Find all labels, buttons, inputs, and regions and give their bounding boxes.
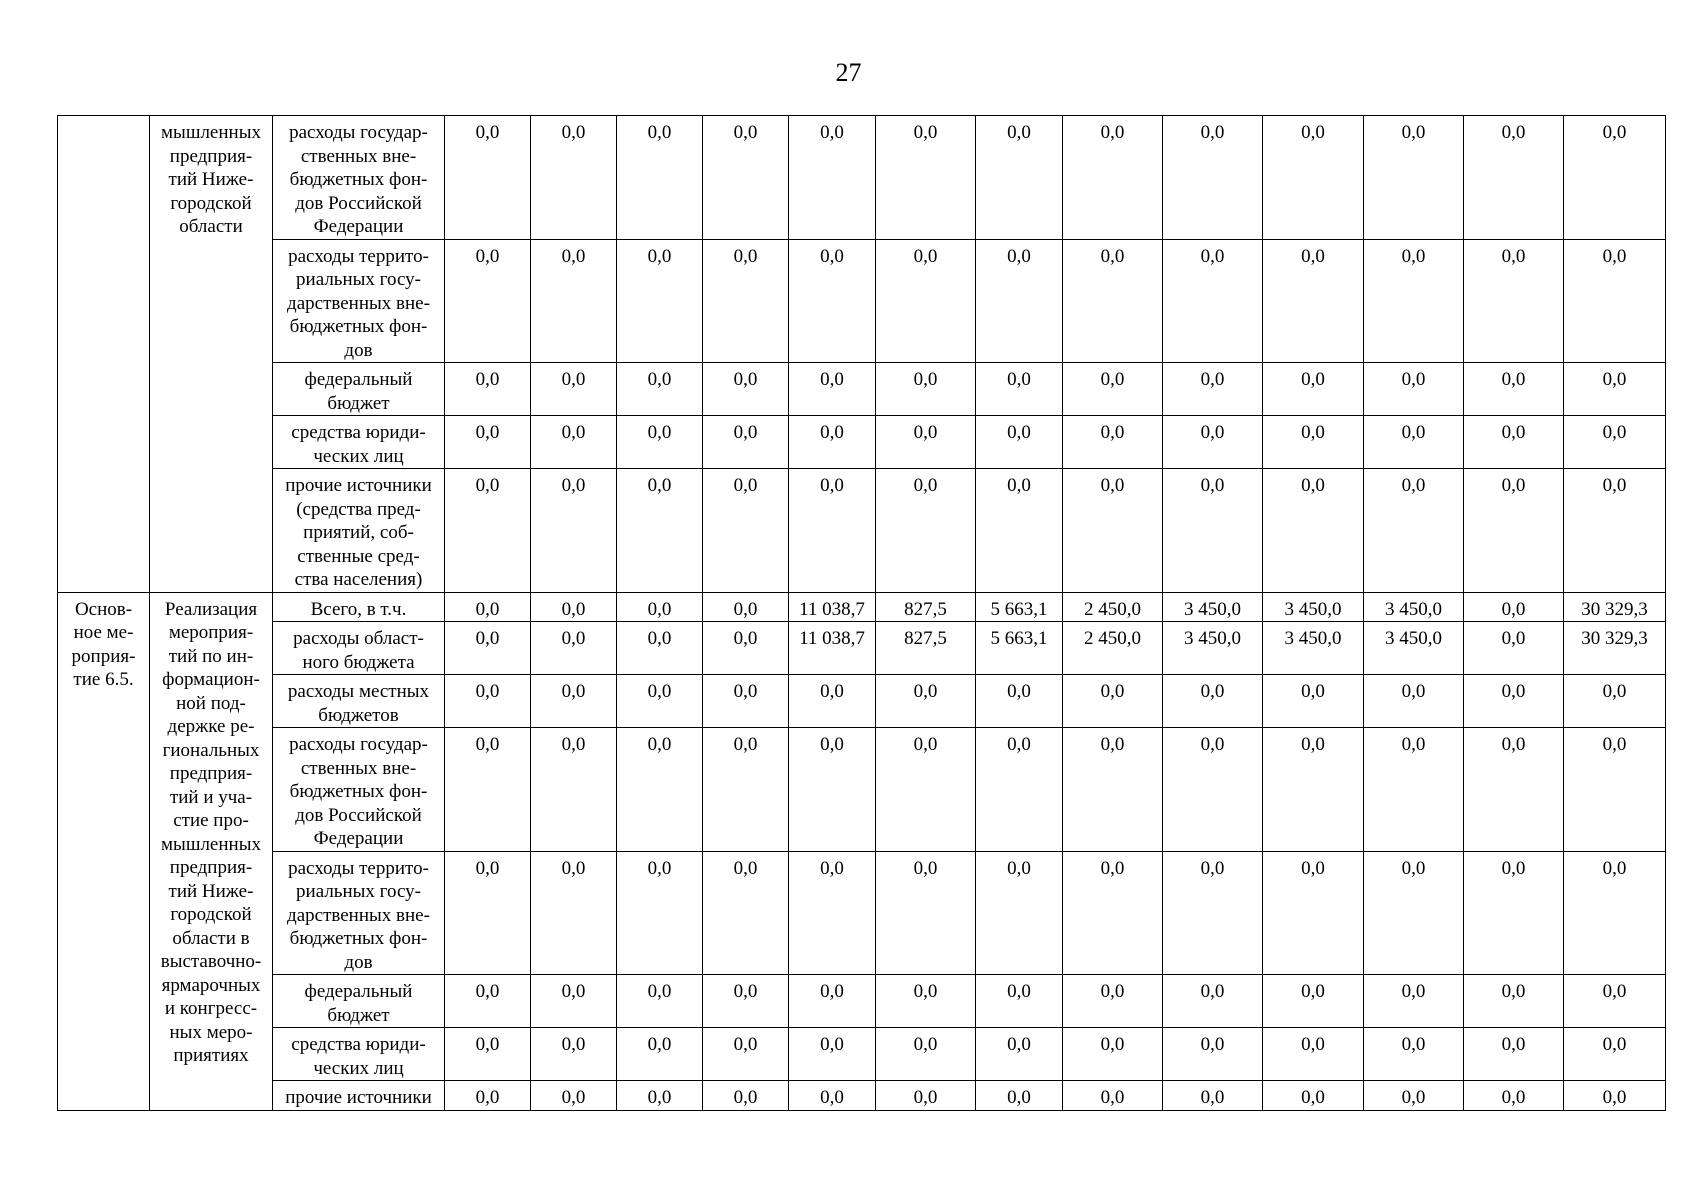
value-cell: 0,0 — [1163, 363, 1263, 416]
value-cell: 0,0 — [976, 975, 1063, 1028]
value-cell: 0,0 — [876, 116, 976, 240]
value-cell: 5 663,1 — [976, 622, 1063, 675]
value-cell: 0,0 — [617, 675, 703, 728]
value-cell: 827,5 — [876, 592, 976, 622]
value-cell: 0,0 — [445, 363, 531, 416]
funding-source-cell: средства юриди- ческих лиц — [273, 1028, 445, 1081]
value-cell: 0,0 — [531, 1028, 617, 1081]
value-cell: 0,0 — [445, 675, 531, 728]
value-cell: 0,0 — [1263, 675, 1364, 728]
value-cell: 0,0 — [1163, 116, 1263, 240]
value-cell: 0,0 — [1263, 416, 1364, 469]
table-row — [58, 416, 1666, 469]
value-cell: 0,0 — [876, 975, 976, 1028]
value-cell: 0,0 — [703, 592, 789, 622]
value-cell: 0,0 — [1063, 239, 1163, 363]
table-row — [58, 363, 1666, 416]
value-cell: 0,0 — [789, 239, 876, 363]
value-cell: 0,0 — [876, 239, 976, 363]
value-cell: 0,0 — [1163, 239, 1263, 363]
value-cell: 30 329,3 — [1564, 592, 1666, 622]
value-cell: 0,0 — [445, 851, 531, 975]
value-cell: 0,0 — [1063, 728, 1163, 852]
page-number: 27 — [835, 58, 862, 87]
value-cell: 0,0 — [1063, 851, 1163, 975]
value-cell: 0,0 — [1364, 1081, 1464, 1111]
value-cell: 0,0 — [445, 239, 531, 363]
value-cell: 0,0 — [876, 851, 976, 975]
value-cell: 0,0 — [445, 1028, 531, 1081]
value-cell: 0,0 — [531, 239, 617, 363]
value-cell: 0,0 — [531, 116, 617, 240]
funding-source-cell: расходы государ- ственных вне- бюджетных фон- дов Российской Федерации — [273, 728, 445, 852]
value-cell: 0,0 — [1364, 469, 1464, 593]
value-cell: 0,0 — [1163, 851, 1263, 975]
table-row — [58, 851, 1666, 975]
value-cell: 5 663,1 — [976, 592, 1063, 622]
value-cell: 0,0 — [1263, 975, 1364, 1028]
value-cell: 0,0 — [1364, 675, 1464, 728]
upper-name-cell: мышленных предприя- тий Ниже- городской области — [150, 116, 273, 593]
value-cell: 0,0 — [876, 416, 976, 469]
table-row — [58, 675, 1666, 728]
value-cell: 0,0 — [1063, 469, 1163, 593]
funding-source-cell: прочие источники (средства пред- приятий, соб- ственные сред- ства населения) — [273, 469, 445, 593]
value-cell: 0,0 — [1564, 728, 1666, 852]
value-cell: 827,5 — [876, 622, 976, 675]
funding-source-cell: расходы террито- риальных госу- дарственных вне- бюджетных фон- дов — [273, 851, 445, 975]
value-cell: 0,0 — [1163, 469, 1263, 593]
value-cell: 0,0 — [1364, 239, 1464, 363]
value-cell: 0,0 — [531, 675, 617, 728]
value-cell: 0,0 — [976, 675, 1063, 728]
value-cell: 0,0 — [976, 363, 1063, 416]
value-cell: 0,0 — [1163, 1028, 1263, 1081]
value-cell: 0,0 — [531, 416, 617, 469]
value-cell: 0,0 — [445, 975, 531, 1028]
value-cell: 0,0 — [1464, 975, 1564, 1028]
value-cell: 0,0 — [876, 469, 976, 593]
funding-source-cell: средства юриди- ческих лиц — [273, 416, 445, 469]
value-cell: 0,0 — [1564, 851, 1666, 975]
table-row — [58, 469, 1666, 593]
value-cell: 0,0 — [531, 728, 617, 852]
table-row — [58, 975, 1666, 1028]
funding-source-cell: Всего, в т.ч. — [273, 592, 445, 622]
value-cell: 11 038,7 — [789, 592, 876, 622]
value-cell: 0,0 — [976, 1028, 1063, 1081]
value-cell: 3 450,0 — [1364, 622, 1464, 675]
table-row — [58, 622, 1666, 675]
value-cell: 0,0 — [703, 975, 789, 1028]
value-cell: 0,0 — [876, 363, 976, 416]
value-cell: 0,0 — [445, 622, 531, 675]
value-cell: 0,0 — [1364, 116, 1464, 240]
value-cell: 0,0 — [1163, 975, 1263, 1028]
value-cell: 0,0 — [1263, 469, 1364, 593]
value-cell: 0,0 — [876, 1028, 976, 1081]
value-cell: 0,0 — [1464, 675, 1564, 728]
value-cell: 0,0 — [445, 116, 531, 240]
funding-source-cell: расходы местных бюджетов — [273, 675, 445, 728]
value-cell: 0,0 — [1464, 1028, 1564, 1081]
value-cell: 11 038,7 — [789, 622, 876, 675]
value-cell: 0,0 — [617, 416, 703, 469]
value-cell: 0,0 — [703, 1081, 789, 1111]
value-cell: 0,0 — [1464, 622, 1564, 675]
value-cell: 0,0 — [617, 622, 703, 675]
table-row — [58, 592, 1666, 622]
value-cell: 0,0 — [703, 116, 789, 240]
value-cell: 0,0 — [1263, 363, 1364, 416]
value-cell: 0,0 — [703, 363, 789, 416]
value-cell: 0,0 — [445, 728, 531, 852]
value-cell: 0,0 — [445, 416, 531, 469]
value-cell: 0,0 — [445, 592, 531, 622]
value-cell: 0,0 — [1063, 975, 1163, 1028]
value-cell: 0,0 — [1063, 1081, 1163, 1111]
value-cell: 0,0 — [1464, 239, 1564, 363]
value-cell: 0,0 — [789, 469, 876, 593]
table-row — [58, 116, 1666, 240]
value-cell: 0,0 — [445, 469, 531, 593]
table-row — [58, 239, 1666, 363]
value-cell: 0,0 — [531, 592, 617, 622]
value-cell: 0,0 — [617, 975, 703, 1028]
value-cell: 0,0 — [789, 1081, 876, 1111]
upper-activity-cell — [58, 116, 150, 593]
value-cell: 0,0 — [617, 363, 703, 416]
value-cell: 0,0 — [703, 469, 789, 593]
value-cell: 0,0 — [1364, 363, 1464, 416]
value-cell: 0,0 — [1063, 416, 1163, 469]
lower-activity-cell: Основ- ное ме- роприя- тие 6.5. — [58, 592, 150, 1110]
value-cell: 0,0 — [1464, 116, 1564, 240]
table-row — [58, 1028, 1666, 1081]
value-cell: 0,0 — [789, 975, 876, 1028]
value-cell: 0,0 — [1263, 728, 1364, 852]
value-cell: 0,0 — [617, 1028, 703, 1081]
value-cell: 0,0 — [976, 416, 1063, 469]
value-cell: 0,0 — [1364, 1028, 1464, 1081]
value-cell: 0,0 — [617, 239, 703, 363]
value-cell: 0,0 — [976, 239, 1063, 363]
table-row — [58, 1081, 1666, 1111]
value-cell: 0,0 — [1564, 363, 1666, 416]
value-cell: 30 329,3 — [1564, 622, 1666, 675]
funding-source-cell: федеральный бюджет — [273, 975, 445, 1028]
value-cell: 0,0 — [1464, 728, 1564, 852]
value-cell: 0,0 — [1564, 116, 1666, 240]
value-cell: 0,0 — [703, 728, 789, 852]
funding-source-cell: расходы государ- ственных вне- бюджетных фон- дов Российской Федерации — [273, 116, 445, 240]
value-cell: 0,0 — [1464, 363, 1564, 416]
value-cell: 0,0 — [617, 116, 703, 240]
table-body — [58, 116, 1666, 1111]
value-cell: 0,0 — [1564, 416, 1666, 469]
value-cell: 0,0 — [1364, 728, 1464, 852]
value-cell: 0,0 — [617, 469, 703, 593]
value-cell: 0,0 — [1263, 239, 1364, 363]
funding-source-cell: расходы террито- риальных госу- дарственных вне- бюджетных фон- дов — [273, 239, 445, 363]
value-cell: 0,0 — [976, 851, 1063, 975]
value-cell: 0,0 — [1564, 239, 1666, 363]
value-cell: 0,0 — [445, 1081, 531, 1111]
value-cell: 0,0 — [876, 1081, 976, 1111]
value-cell: 0,0 — [703, 622, 789, 675]
value-cell: 0,0 — [1364, 975, 1464, 1028]
value-cell: 0,0 — [789, 675, 876, 728]
funding-source-cell: прочие источники — [273, 1081, 445, 1111]
value-cell: 2 450,0 — [1063, 592, 1163, 622]
value-cell: 2 450,0 — [1063, 622, 1163, 675]
value-cell: 0,0 — [531, 363, 617, 416]
value-cell: 0,0 — [1564, 469, 1666, 593]
value-cell: 0,0 — [1464, 1081, 1564, 1111]
value-cell: 0,0 — [1464, 469, 1564, 593]
value-cell: 0,0 — [1063, 1028, 1163, 1081]
value-cell: 0,0 — [703, 675, 789, 728]
value-cell: 3 450,0 — [1263, 622, 1364, 675]
value-cell: 0,0 — [1564, 1081, 1666, 1111]
value-cell: 0,0 — [1564, 1028, 1666, 1081]
value-cell: 0,0 — [789, 416, 876, 469]
value-cell: 0,0 — [1464, 416, 1564, 469]
value-cell: 0,0 — [876, 728, 976, 852]
value-cell: 0,0 — [531, 1081, 617, 1111]
value-cell: 0,0 — [531, 469, 617, 593]
value-cell: 0,0 — [703, 851, 789, 975]
value-cell: 0,0 — [1464, 851, 1564, 975]
value-cell: 0,0 — [531, 975, 617, 1028]
value-cell: 0,0 — [1364, 851, 1464, 975]
value-cell: 0,0 — [789, 1028, 876, 1081]
table-row — [58, 728, 1666, 852]
value-cell: 0,0 — [1263, 116, 1364, 240]
funding-source-cell: федеральный бюджет — [273, 363, 445, 416]
value-cell: 0,0 — [1564, 675, 1666, 728]
value-cell: 0,0 — [976, 469, 1063, 593]
financing-table — [57, 115, 1666, 1111]
value-cell: 0,0 — [1163, 675, 1263, 728]
value-cell: 0,0 — [1564, 975, 1666, 1028]
value-cell: 0,0 — [1063, 675, 1163, 728]
value-cell: 0,0 — [789, 363, 876, 416]
value-cell: 0,0 — [703, 416, 789, 469]
value-cell: 0,0 — [1364, 416, 1464, 469]
value-cell: 0,0 — [1464, 592, 1564, 622]
value-cell: 0,0 — [1063, 363, 1163, 416]
value-cell: 3 450,0 — [1163, 622, 1263, 675]
value-cell: 3 450,0 — [1263, 592, 1364, 622]
value-cell: 3 450,0 — [1163, 592, 1263, 622]
value-cell: 0,0 — [789, 116, 876, 240]
value-cell: 0,0 — [1063, 116, 1163, 240]
value-cell: 0,0 — [617, 1081, 703, 1111]
value-cell: 0,0 — [1263, 1028, 1364, 1081]
value-cell: 0,0 — [1163, 1081, 1263, 1111]
funding-source-cell: расходы област- ного бюджета — [273, 622, 445, 675]
value-cell: 0,0 — [617, 728, 703, 852]
value-cell: 0,0 — [976, 1081, 1063, 1111]
value-cell: 0,0 — [876, 675, 976, 728]
value-cell: 0,0 — [1163, 416, 1263, 469]
value-cell: 0,0 — [617, 851, 703, 975]
value-cell: 0,0 — [703, 239, 789, 363]
lower-name-cell: Реализация мероприя- тий по ин- формацион- ной под- держке ре- гиональных предприя- тий и уча- стие про- мышленных предприя- тий Ниже- городской области в выставочно- ярмарочных и конгресс- ных меро- приятиях — [150, 592, 273, 1110]
value-cell: 0,0 — [617, 592, 703, 622]
value-cell: 0,0 — [789, 728, 876, 852]
value-cell: 0,0 — [1263, 1081, 1364, 1111]
value-cell: 0,0 — [976, 116, 1063, 240]
value-cell: 0,0 — [531, 851, 617, 975]
value-cell: 0,0 — [1163, 728, 1263, 852]
value-cell: 0,0 — [531, 622, 617, 675]
value-cell: 0,0 — [1263, 851, 1364, 975]
value-cell: 3 450,0 — [1364, 592, 1464, 622]
value-cell: 0,0 — [976, 728, 1063, 852]
value-cell: 0,0 — [703, 1028, 789, 1081]
value-cell: 0,0 — [789, 851, 876, 975]
